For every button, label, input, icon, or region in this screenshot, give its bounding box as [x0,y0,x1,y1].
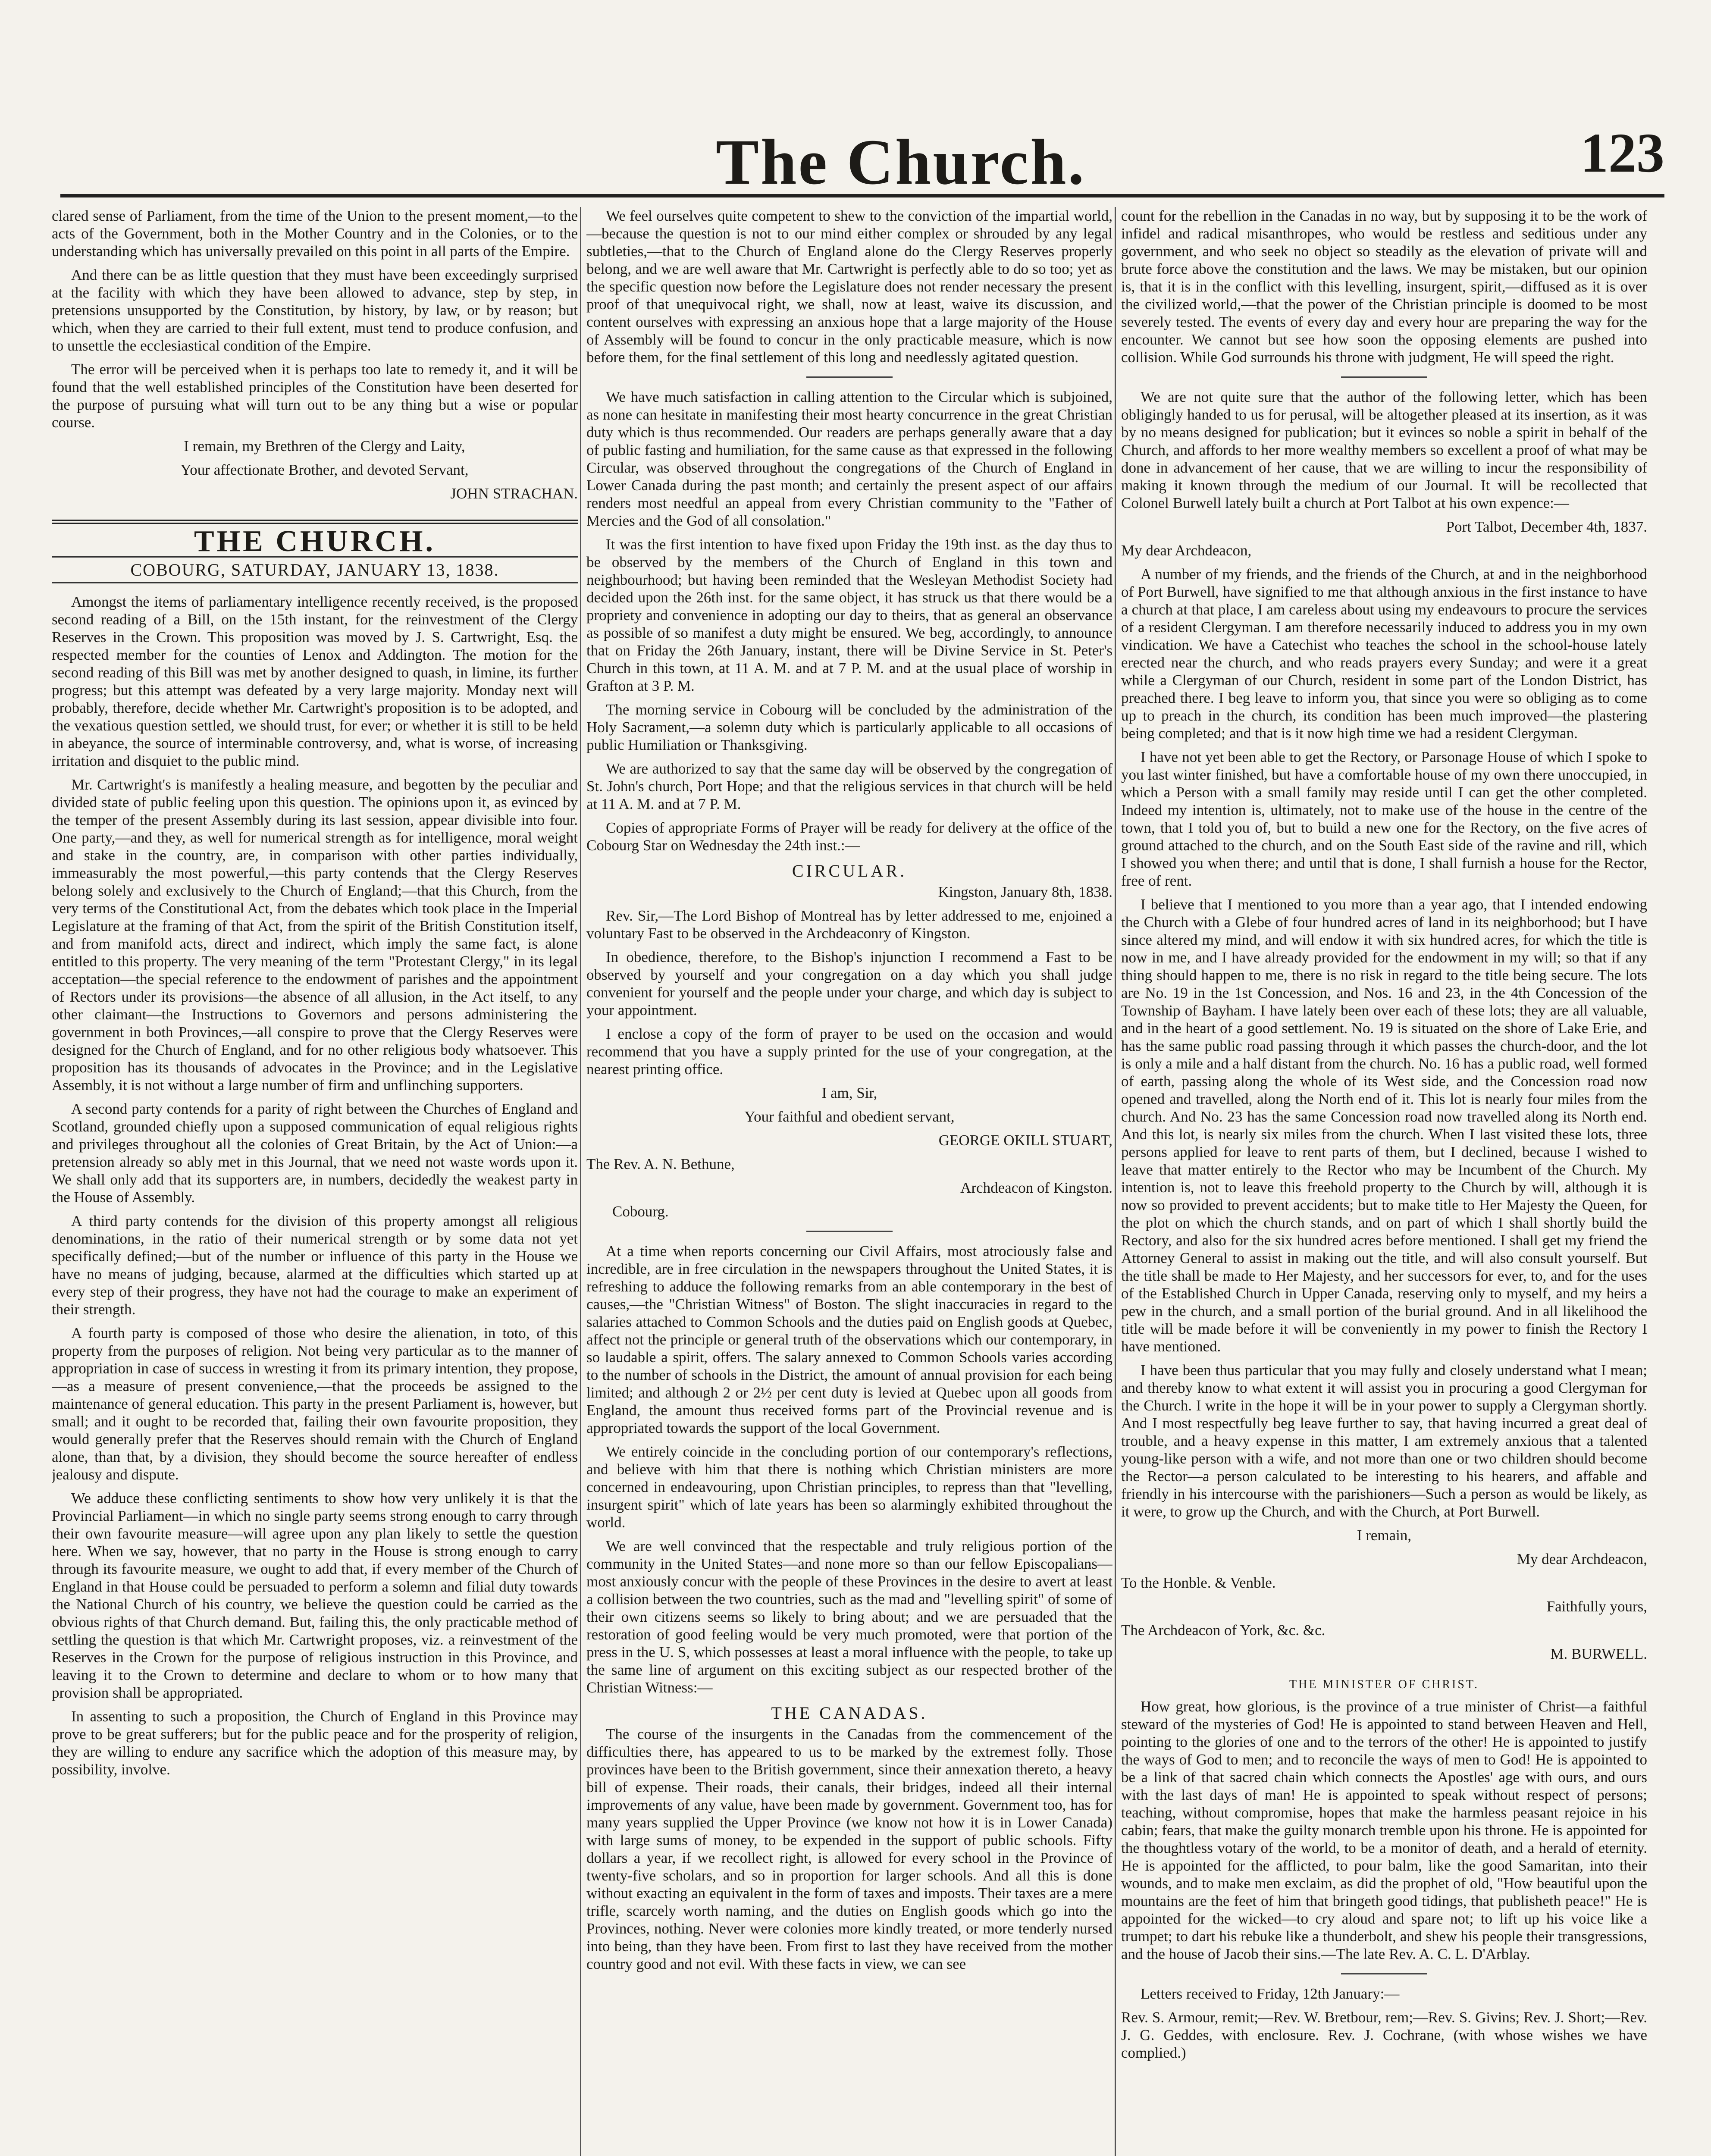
closing-line: I remain, my Brethren of the Clergy and Laity, [184,438,465,454]
paragraph: The error will be perceived when it is perhaps too late to remedy it, and it will be found that the well established principles of the Constitution have been deserted for the purpose of pursuing what will turn out to be any thing but a wise or popular course. [52,361,578,431]
paragraph: At a time when reports concerning our Civil Affairs, most atrociously false and incredible, are in free circulation in the newspapers throughout the United States, it is refreshing to adduce the following remarks from an able contemporary in the best of causes,—the "Christian Witness" of Boston. The slight inaccuracies in regard to the salaries attached to Common Schools and the duties paid on English goods at Quebec, affect not the principle or general truth of the observations which our contemporary, in so laudable a spirit, offers. The salary annexed to Common Schools varies according to the number of schools in the District, the amount of annual provision for each being limited; and although 2 or 2½ per cent duty is levied at Quebec upon all goods from England, the amount thus received forms part of the Provincial revenue and is appropriated towards the support of the local Government. [586,1243,1112,1436]
paragraph: We have much satisfaction in calling attention to the Circular which is subjoined, as none can hesitate in manifesting their most hearty concurrence in the great Christian duty which is thus recommended. Our readers are perhaps generally aware that a day of public fasting and humiliation, for the same cause as that expressed in the following Circular, was observed throughout the congregations of the Church of England in Lower Canada during the past month; and certainly the present aspect of our affairs renders most needful an appeal from every Christian community to the "Father of Mercies and the God of all consolation." [586,389,1112,529]
column-2 [586,207,1112,2156]
paragraph: count for the rebellion in the Canadas in no way, but by supposing it to be the work of infidel and radical misanthropes, who would be restless and seditious under any government, and who seek no object so steadily as the elevation of private will and brute force above the constitution and the laws. We may be mistaken, but our opinion is, that it is in the conflict with this levelling, insurgent, spirit,—diffused as it is over the civilized world,—that the power of the Christian principle is doomed to be most severely tested. The events of every day and every hour are preparing the way for the encounter. We cannot but see how soon the opposing elements are pushed into collision. While God surrounds his throne with judgment, He will speed the right. [1121,207,1647,366]
paragraph: In assenting to such a proposition, the Church of England in this Province may prove to be great sufferers; but for the public peace and for the prosperity of religion, they are willing to endure any sacrifice which the adoption of this measure may, by possibility, involve. [52,1708,578,1778]
signatory-title: Archdeacon of Kingston. [960,1179,1112,1196]
paragraph: I have not yet been able to get the Rectory, or Parsonage House of which I spoke to you last winter finished, but have a comfortable house of my own there unoccupied, in which a Person with a small family may reside until I can get the other completed. Indeed my intention is, ultimately, not to make use of the house in the centre of the town, that I told you of, but to build a new one for the Rectory, on the five acres of ground attached to the church, and on the South East side of the ravine and rill, which I showed you when there; and until that is done, I shall furnish a house for the Rector, free of rent. [1121,749,1647,889]
paragraph: The morning service in Cobourg will be concluded by the administration of the Holy Sacrament,—a solemn duty which is particularly applicable to all occasions of public Humiliation or Thanksgiving. [586,701,1112,753]
signature: GEORGE OKILL STUART, [938,1132,1112,1149]
letters-received: Letters received to Friday, 12th January:— [1141,1985,1400,2002]
paragraph: A third party contends for the division of this property amongst all religious denominations, in the ratio of their numerical strength or by some data not yet specifically defined;—but of the number or influence of this party in the House we have no means of judging, because, alarmed at the difficulties which started up at every step of their progress, they have not had the courage to make an experiment of their strength. [52,1213,578,1318]
closing-line: I remain, [1357,1527,1412,1544]
divider [1341,1973,1427,1974]
addressee: To the Honble. & Venble. [1121,1574,1276,1591]
article-title: THE MINISTER OF CHRIST. [1289,1678,1479,1691]
divider [806,1231,893,1232]
paragraph: We entirely coincide in the concluding portion of our contemporary's reflections, and believe with him that there is nothing which Christian ministers are more concerned in endeavouring, upon Christian principles, to repress than that "levelling, insurgent spirit" which of late years has been so alarmingly exhibited throughout the world. [586,1443,1112,1531]
paragraph: I enclose a copy of the form of prayer to be used on the occasion and would recommend that you have a supply printed for the use of your congregation, at the nearest printing office. [586,1025,1112,1078]
signature: JOHN STRACHAN. [450,485,578,502]
paragraph: A second party contends for a parity of right between the Churches of England and Scotland, grounded chiefly upon a supposed communication of equal religious rights and privileges throughout all the colonies of Great Britain, by the Act of Union:—a pretension already so ably met in this Journal, that we need not waste words upon it. We shall only add that its supporters are, in numbers, decidedly the weakest party in the House of Assembly. [52,1100,578,1206]
paragraph: It was the first intention to have fixed upon Friday the 19th inst. as the day thus to be observed by the members of the Church of England in this town and neighbourhood; but having been reminded that the Wesleyan Methodist Society had decided upon the 26th inst. for the same object, it has struck us that there would be a propriety and convenience in adopting our day to theirs, that as general an observance as possible of so manifest a duty might be ensured. We beg, accordingly, to announce that on Friday the 26th January, instant, there will be Divine Service in St. Peter's Church in this town, at 11 A. M. and at 7 P. M. and at the usual place of worship in Grafton at 3 P. M. [586,536,1112,694]
addressee: The Archdeacon of York, &c. &c. [1121,1622,1326,1639]
page-number: 123 [1580,122,1664,184]
paragraph: The course of the insurgents in the Canadas from the commencement of the difficulties there, has appeared to us to be marked by the extremest folly. Those provinces have been to the British government, since their annexation thereto, a heavy bill of expense. Their roads, their canals, their bridges, indeed all their internal improvements of any value, have been made by government. Government too, has for many years supplied the Upper Province (we know not how it is in Lower Canada) with large sums of money, to be expended in the support of public schools. Fifty dollars a year, if we recollect right, is allowed for every school in the Province of twenty-five scholars, and so in proportion for larger schools. And all this is done without exacting an equivalent in the form of taxes and imposts. Their taxes are a mere trifle, scarcely worth naming, and the duties on English goods which go into the Provinces, nothing. Never were colonies more kindly treated, or more tenderly nursed into being, than they have been. From first to last they have received from the mother country good and not evil. With these facts in view, we can see [586,1726,1112,1972]
signature: M. BURWELL. [1550,1645,1647,1662]
circular-title: CIRCULAR. [792,861,907,881]
paragraph: Amongst the items of parliamentary intelligence recently received, is the proposed second reading of a Bill, on the 15th instant, for the reinvestment of the Clergy Reserves in the Crown. This proposition was moved by J. S. Cartwright, Esq. the respected member for the counties of Lenox and Addington. The motion for the second reading of this Bill was met by another designed to quash, in limine, its further progress; but this attempt was defeated by a very large majority. Monday next will probably, therefore, decide whether Mr. Cartwright's proposition is to be adopted, and the vexatious question settled, we should trust, for ever; or whether it is still to be held in abeyance, the source of interminable controversy, and, what is worse, of increasing irritation and disquiet to the public mind. [52,593,578,769]
column-1 [52,207,578,2156]
section-heading: THE CHURCH. [52,520,578,550]
salutation: My dear Archdeacon, [1121,542,1252,559]
paragraph: How great, how glorious, is the province of a true minister of Christ—a faithful steward of the mysteries of God! He is appointed to stand between Heaven and Hell, pointing to the glories of one and to the terrors of the other! He is appointed to justify the ways of God to men; and to reconcile the ways of men to God! He is appointed to be a link of that sacred chain which connects the Apostles' age with ours, and ours with the last days of man! He is appointed to speak without respect of persons; teaching, without compromise, hopes that make the harmless peasant rejoice in his cabin; fears, that make the guilty monarch tremble upon his throne. He is appointed for the thoughtless votary of the world, to be a monitor of death, and a herald of eternity. He is appointed for the afflicted, to pour balm, like the good Samaritan, into their wounds, and to make men exclaim, as did the prophet of old, "How beautiful upon the mountains are the feet of him that bringeth good tidings, that publisheth peace!" He is appointed for the wicked—to cry aloud and spare not; to lift up his voice like a trumpet; to dart his rebuke like a thunderbolt, and shew his people their transgressions, and the house of Jacob their sins.—The late Rev. A. C. L. D'Arblay. [1121,1698,1647,1962]
addressee: The Rev. A. N. Bethune, [586,1156,735,1172]
letters-list: Rev. S. Armour, remit;—Rev. W. Bretbour, rem;—Rev. S. Givins; Rev. J. Short;—Rev. J. G. Geddes, with enclosure. Rev. J. Cochrane, (with whose wishes we have complied.) [1121,2009,1647,2061]
letter-date: Port Talbot, December 4th, 1837. [1446,518,1647,535]
closing-line: My dear Archdeacon, [1517,1551,1647,1567]
masthead [60,108,1664,198]
paragraph: I believe that I mentioned to you more than a year ago, that I intended endowing the Church with a Glebe of four hundred acres of land in its neighborhood; but I have since altered my mind, and will endow it with six hundred acres, for which the title is now in me, and I have already provided for the endowment in my will; so that if any thing should happen to me, there is no risk in regard to the title being secure. The lots are No. 19 in the 1st Concession, and Nos. 16 and 23, in the 4th Concession of the Township of Bayham. I have lately been over each of these lots; they are all valuable, and in the heart of a good settlement. No. 19 is situated on the shore of Lake Erie, and has the same public road passing through it which passes the church-door, and the lot is only a mile and a half distant from the church. No. 16 has a public road, well formed of earth, passing along the whole of its West side, and the Concession road now opened and travelled, along the North end of it. This lot is nearly four miles from the church. And No. 23 has the same Concession road now travelled along its North end. And this lot, is nearly six miles from the church. When I last visited these lots, three persons applied for leave to rent parts of them, but I declined, because I wished to leave that matter entirely to the Rector who may be Incumbent of the Church. My intention is, not to leave this freehold property to the Church by will, although it is now so provided to prevent accidents; but to make title to Her Majesty the Queen, for the plot on which the church stands, and on part of which I shall shortly build the Rectory, and also for the six hundred acres before mentioned. I shall get my friend the Attorney General to assist in making out the title, and will also consult yourself. But the title shall be made to Her Majesty, and her successors for ever, to, and for the uses of the Established Church in Upper Canada, reserving only to myself, and my heirs a pew in the church, and a small portion of the burial ground. And in all likelihood the title will be made before it will be conveniently in my power to finish the Rectory I have mentioned. [1121,896,1647,1355]
paragraph: Rev. Sir,—The Lord Bishop of Montreal has by letter addressed to me, enjoined a voluntary Fast to be observed in the Archdeaconry of Kingston. [586,907,1112,942]
closing-line: Faithfully yours, [1546,1598,1647,1615]
newspaper-title: The Church. [716,126,1086,198]
column-3 [1121,207,1647,2156]
masthead-rule [60,194,1664,197]
closing-line: I am, Sir, [821,1084,877,1101]
paragraph: We are not quite sure that the author of the following letter, which has been obligingly handed to us for perusal, will be altogether pleased at its insertion, as it was by no means designed for publication; but it evinces so noble a spirit in behalf of the Church, and affords to her more wealthy members so excellent a proof of what may be done in advancement of her cause, that we are willing to incur the responsibility of making it known through the medium of our Journal. It will be recollected that Colonel Burwell lately built a church at Port Talbot at his own expence:— [1121,389,1647,511]
divider [806,376,893,378]
paragraph: Copies of appropriate Forms of Prayer will be ready for delivery at the office of the Cobourg Star on Wednesday the 24th inst.:— [586,819,1112,854]
paragraph: A number of my friends, and the friends of the Church, at and in the neighborhood of Port Burwell, have signified to me that although anxious in the first instance to have a church at that place, I am careless about using my endeavours to procure the services of a resident Clergyman. I am therefore necessarily induced to address you in my own vindication. We have a Catechist who teaches the school in the school-house lately erected near the church, and who reads prayers every Sunday; and were it a great while a Clergyman of our Church, resident in some part of the London District, has preached there. I beg leave to inform you, that since you were so obliging as to come up to preach in the church, its condition has been much improved—the plastering being completed; and that is it now high time we had a resident Clergyman. [1121,566,1647,742]
column-divider [1115,207,1116,2156]
paragraph: Mr. Cartwright's is manifestly a healing measure, and begotten by the peculiar and divided state of public feeling upon this question. The opinions upon it, as evinced by the temper of the present Assembly during its last session, appear divisible into four. One party,—and they, as well for numerical strength as for intelligence, moral weight and stake in the country, are, in comparison with other parties individually, immeasurably the most powerful,—this party contends that the Clergy Reserves belong solely and exclusively to the Church of England;—that this Church, from the very terms of the Constitutional Act, from the debates which took place in the Imperial Legislature at the framing of that Act, from the spirit of the British Constitution itself, and from manifold acts, direct and indirect, which imply the same fact, is alone entitled to this property. The very meaning of the term "Protestant Clergy," in its legal acceptation—the special reference to the endowment of parishes and the appointment of Rectors under its provisions—the absence of all allusion, in the Act itself, to any other claimant—the Instructions to Governors and persons administering the government in both Provinces,—all conspire to prove that the Clergy Reserves were designed for the Church of England, and for no other religious body whatsoever. This proposition has its thousands of advocates in the Province; and in the Legislative Assembly, it is not without a large number of firm and unflinching supporters. [52,776,578,1094]
paragraph: clared sense of Parliament, from the time of the Union to the present moment,—to the acts of the Government, both in the Mother Country and in the Colonies, or to the understanding which has universally prevailed on this point in all parts of the Empire. [52,207,578,260]
column-divider [580,207,581,2156]
circular-date: Kingston, January 8th, 1838. [938,884,1112,900]
paragraph: We are authorized to say that the same day will be observed by the congregation of St. John's church, Port Hope; and that the religious services in that church will be held at 11 A. M. and at 7 P. M. [586,760,1112,812]
paragraph: And there can be as little question that they must have been exceedingly surprised at the facility with which they have been allowed to advance, step by step, in pretensions unsupported by the Constitution, by history, by law, or by reason; but which, when they are carried to their full extent, must tend to produce confusion, and to unsettle the ecclesiastical condition of the Empire. [52,266,578,354]
closing-line: Your affectionate Brother, and devoted Servant, [180,461,469,478]
paragraph: We feel ourselves quite competent to shew to the conviction of the impartial world,—because the question is not to our mind either complex or shrouded by any legal subtleties,—that to the Church of England alone do the Clergy Reserves properly belong, and we are well aware that Mr. Cartwright is perfectly able to do so too; yet as the specific question now before the Legislature does not render necessary the present proof of that unequivocal right, we shall, now at least, waive its discussion, and content ourselves with expressing an anxious hope that a large majority of the House of Assembly will be found to concur in the only practicable measure, which is now before them, for the final settlement of this long and needlessly agitated question. [586,207,1112,366]
paragraph: We adduce these conflicting sentiments to show how very unlikely it is that the Provincial Parliament—in which no single party seems strong enough to carry through their own favourite measure—will agree upon any plan likely to settle the question here. When we say, however, that no party in the House is strong enough to carry through its favourite measure, we ought to add that, if every member of the Church of England in that House could be persuaded to perform a solemn and filial duty towards the National Church of his country, we believe the question could be carried as the obvious rights of that Church demand. But, failing this, the only practicable method of settling the question is that which Mr. Cartwright proposes, viz. a reinvestment of the Reserves in the Crown for the purpose of religious instruction in this Province, and leaving it to the Crown to determine and declare to whom or to how many that provision shall be appropriated. [52,1490,578,1701]
paragraph: A fourth party is composed of those who desire the alienation, in toto, of this property from the purposes of religion. Not being very particular as to the manner of appropriation in case of success in wresting it from its primary intention, they propose,—as a measure of present convenience,—that the proceeds be assigned to the maintenance of general education. This party in the present Parliament is, however, but small; and it ought to be recorded that, failing their own favourite proposition, they would generally prefer that the Reserves should remain with the Church of England alone, than that, by a division, they should become the source hereafter of endless jealousy and dispute. [52,1325,578,1483]
paragraph: We are well convinced that the respectable and truly religious portion of the community in the United States—and none more so than our fellow Episcopalians—most anxiously concur with the people of these Provinces in the desire to avert at least a collision between the two countries, such as the mad and "levelling spirit" of some of their own citizens seems so likely to bring about; and we are persuaded that the restoration of good feeling would be very much promoted, were that portion of the press in the U. S, which possesses at least a moral influence with the people, to take up the same line of argument on this exciting subject as our respected brother of the Christian Witness:— [586,1538,1112,1696]
dateline: COBOURG, SATURDAY, JANUARY 13, 1838. [52,556,578,583]
addressee-place: Cobourg. [612,1203,669,1220]
divider [1341,376,1427,378]
closing-line: Your faithful and obedient servant, [744,1108,955,1125]
paragraph: I have been thus particular that you may fully and closely understand what I mean; and thereby know to what extent it will assist you in procuring a good Clergyman for the Church. I write in the hope it will be in your power to supply a Clergyman shortly. And I most respectfully beg leave further to say, that having incurred a great deal of trouble, and a heavy expense in this matter, I am extremely anxious that a talented young-like person with a wife, and not more than one or two children should become the Rector—a person calculated to be interesting to his hearers, and affable and friendly in his intercourse with the parishioners—Such a person as would be likely, as it were, to grow up the Church, and with the Church, at Port Burwell. [1121,1362,1647,1520]
paragraph: In obedience, therefore, to the Bishop's injunction I recommend a Fast to be observed by yourself and your congregation on a day which you shall judge convenient for yourself and the people under your charge, and which day is subject to your appointment. [586,949,1112,1018]
article-title: THE CANADAS. [771,1703,928,1723]
